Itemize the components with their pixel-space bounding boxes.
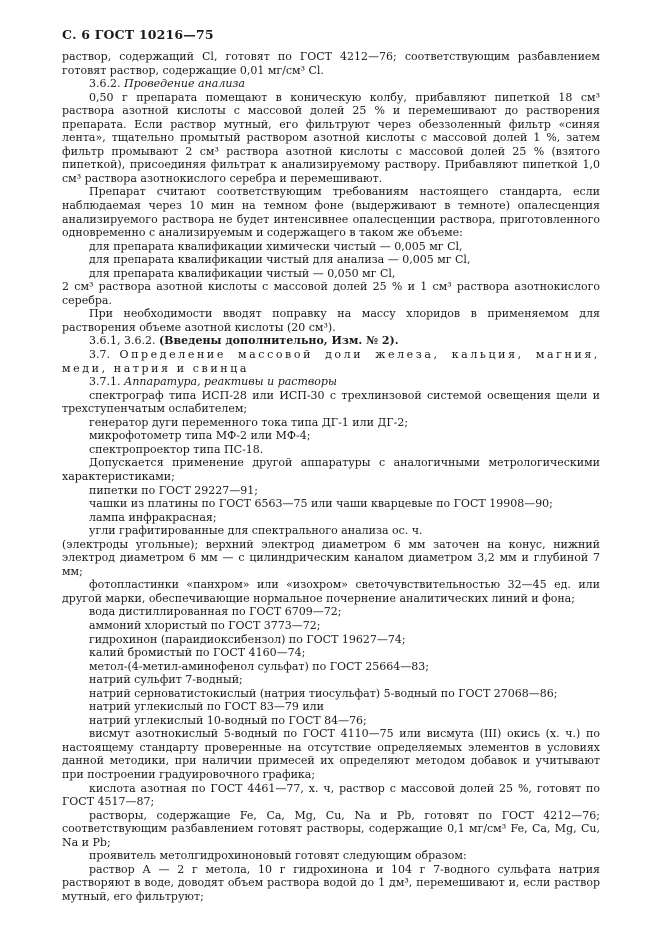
section-title: Проведение анализа bbox=[124, 77, 245, 91]
amendment-sections: 3.6.1, 3.6.2. bbox=[89, 334, 156, 348]
paragraph-developer: проявитель метолгидрохиноновый готовят следующим образом: bbox=[89, 849, 467, 863]
list-item-sodium-carbonate: натрий углекислый по ГОСТ 83—79 или bbox=[89, 700, 324, 714]
paragraph-other-equipment: Допускается применение другой аппаратуры с аналогичными метрологическими характеристиками; bbox=[62, 456, 600, 483]
section-title: Аппаратура, реактивы и растворы bbox=[124, 375, 337, 389]
list-item-arc-generator: генератор дуги переменного тока типа ДГ-1 или ДГ-2; bbox=[89, 415, 409, 429]
list-item-infrared-lamp: лампа инфракрасная; bbox=[89, 510, 217, 524]
list-item-analysis-grade: для препарата квалификации чистый для анализа — 0,005 мг Cl, bbox=[89, 253, 471, 267]
list-item-pure: для препарата квалификации чистый — 0,050 мг Cl, bbox=[89, 266, 396, 280]
list-item-pipettes: пипетки по ГОСТ 29227—91; bbox=[89, 483, 258, 497]
list-item-sodium-sulfite: натрий сульфит 7-водный; bbox=[89, 673, 243, 687]
list-item-sodium-thiosulfate: натрий серноватистокислый (натрия тиосульфат) 5-водный по ГОСТ 27068—86; bbox=[89, 686, 558, 700]
list-item-bismuth: висмут азотнокислый 5-водный по ГОСТ 4110—75 или висмута (III) окись (х. ч.) по настоящему стандарту проверенные на отсутствие определяемых элементов в условиях данной методики, при наличии примесей их определяют методом добавок и учитывают при построении градуировочного графика; bbox=[62, 727, 600, 781]
section-3-6-2-heading bbox=[62, 77, 600, 91]
section-3-7-heading bbox=[62, 348, 600, 375]
section-title: Определение массовой доли железа, кальция, магния, меди, натрия и свинца bbox=[62, 348, 600, 375]
list-item-graphite-rods: угли графитированные для спектрального анализа ос. ч. bbox=[89, 524, 423, 538]
section-3-7-1-heading bbox=[62, 375, 600, 389]
document-body bbox=[62, 50, 600, 903]
list-item-element-solutions: растворы, содержащие Fe, Ca, Mg, Cu, Na и Pb, готовят по ГОСТ 4212—76; соответствующим разбавлением готовят растворы, содержащие 0,1 мг/см³ Fe, Ca, Mg, Cu, Na и Pb; bbox=[62, 808, 600, 849]
list-item-ammonium-chloride: аммоний хлористый по ГОСТ 3773—72; bbox=[89, 618, 321, 632]
list-item-sodium-carbonate-hydrate: натрий углекислый 10-водный по ГОСТ 84—76; bbox=[89, 713, 367, 727]
list-item-photoplates: фотопластинки «панхром» или «изохром» светочувствительностью 32—45 ед. или другой марки, обеспечивающие нормальное почернение аналитических линий и фона; bbox=[62, 578, 600, 605]
section-number: 3.7. bbox=[89, 348, 110, 362]
paragraph-acid-silver: 2 см³ раствора азотной кислоты с массовой долей 25 % и 1 см³ раствора азотнокислого серебра. bbox=[62, 280, 600, 307]
list-item-microphotometer: микрофотометр типа МФ-2 или МФ-4; bbox=[89, 429, 311, 443]
amendment-text: (Введены дополнительно, Изм. № 2). bbox=[158, 334, 399, 348]
list-item-metol: метол-(4-метил-аминофенол сульфат) по ГОСТ 25664—83; bbox=[89, 659, 429, 673]
paragraph-correction: При необходимости вводят поправку на массу хлоридов в применяемом для растворения объеме азотной кислоты (20 см³). bbox=[62, 307, 600, 334]
paragraph-analysis-procedure: 0,50 г препарата помещают в коническую колбу, прибавляют пипеткой 18 см³ раствора азотной кислоты с массовой долей 25 % и перемешивают до растворения препарата. Если раствор мутный, его фильтруют через обеззоленный фильтр «синяя лента», тщательно промытый раствором азотной кислоты с массовой долей 1 %, затем фильтр промывают 2 см³ раствора азотной кислоты с массовой долей 25 % (взятого пипеткой), присоединяя фильтрат к анализируемому раствору. Прибавляют пипеткой 1,0 см³ раствора азотнокислого серебра и перемешивают. bbox=[62, 90, 600, 185]
list-item-chem-pure: для препарата квалификации химически чистый — 0,005 мг Cl, bbox=[89, 239, 463, 253]
amendment-note bbox=[62, 334, 600, 348]
list-item-distilled-water: вода дистиллированная по ГОСТ 6709—72; bbox=[89, 605, 342, 619]
list-item-hydroquinone: гидрохинон (параидиоксибензол) по ГОСТ 19627—74; bbox=[89, 632, 406, 646]
list-item-nitric-acid: кислота азотная по ГОСТ 4461—77, х. ч, раствор с массовой долей 25 %, готовят по ГОСТ 4517—87; bbox=[62, 781, 600, 809]
list-item-potassium-bromide: калий бромистый по ГОСТ 4160—74; bbox=[89, 646, 306, 660]
paragraph-electrodes: (электроды угольные); верхний электрод диаметром 6 мм заточен на конус, нижний электрод диаметром 6 мм — с цилиндрическим каналом диаметром 3,2 мм и глубиной 7 мм; bbox=[62, 537, 600, 578]
list-item-spectrograph: спектрограф типа ИСП-28 или ИСП-30 с трехлинзовой системой освещения щели и трехступенчатым ослабителем; bbox=[62, 388, 600, 416]
paragraph-solution-a: раствор А — 2 г метола, 10 г гидрохинона и 104 г 7-водного сульфата натрия растворяют в воде, доводят объем раствора водой до 1 дм³, перемешивают и, если раствор мутный, его фильтруют; bbox=[62, 862, 600, 903]
list-item-spectroprojector: спектропроектор типа ПС-18. bbox=[89, 442, 264, 456]
list-item-dishes: чашки из платины по ГОСТ 6563—75 или чаши кварцевые по ГОСТ 19908—90; bbox=[89, 497, 553, 511]
paragraph-compliance-criteria: Препарат считают соответствующим требованиям настоящего стандарта, если наблюдаемая через 10 мин на темном фоне (выдерживают в темноте) опалесценция анализируемого раствора не будет интенсивнее опалесценции раствора, приготовленного одновременно с анализируемым и содержащего в таком же объеме: bbox=[62, 185, 600, 240]
section-number: 3.7.1. bbox=[89, 375, 121, 389]
paragraph-chloride-solution: раствор, содержащий Cl, готовят по ГОСТ 4212—76; соответствующим разбавлением готовят раствор, содержащие 0,01 мг/см³ Cl. bbox=[62, 50, 600, 77]
section-number: 3.6.2. bbox=[89, 77, 121, 91]
page-header: С. 6 ГОСТ 10216—75 bbox=[62, 27, 214, 42]
